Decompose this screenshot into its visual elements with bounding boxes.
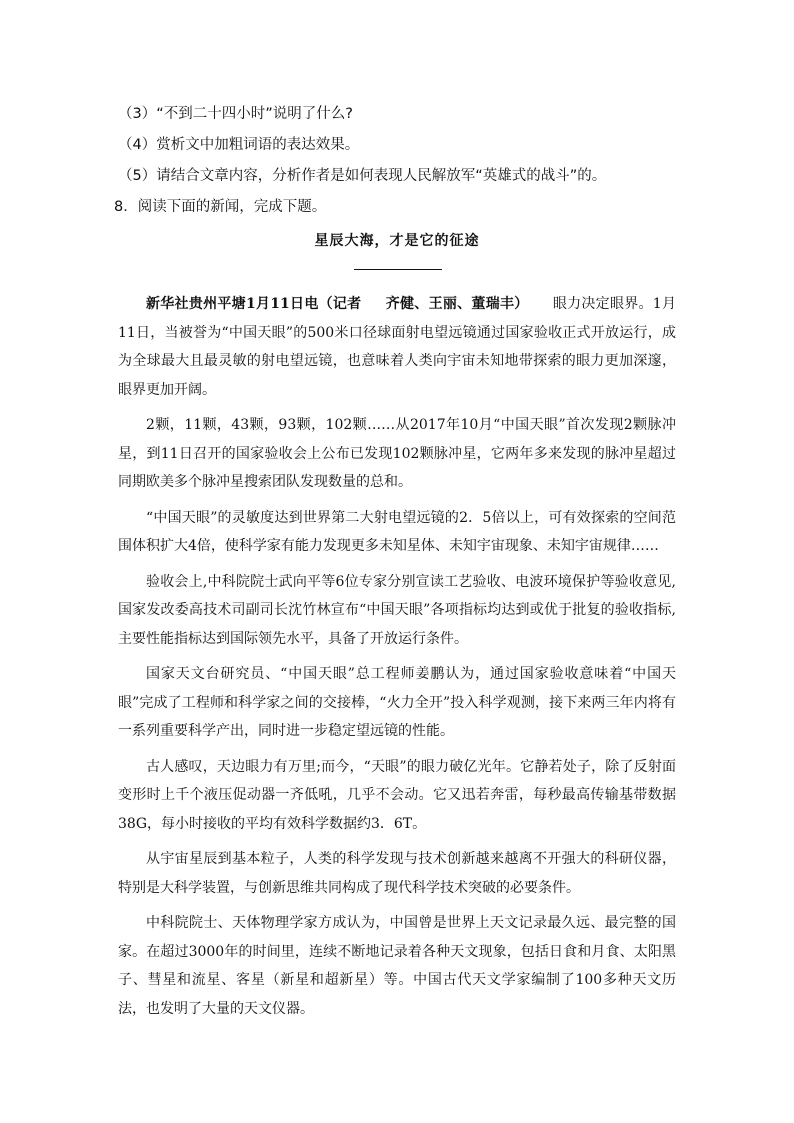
article-body	[118, 290, 676, 1030]
dateline-reporters: 齐健、王丽、董瑞丰）	[385, 296, 529, 312]
question-3: （3）“不到二十四小时”说明了什么?	[118, 106, 353, 122]
article-paragraph-5: 国家天文台研究员、“中国天眼”总工程师姜鹏认为，通过国家验收意味着“中国天眼”完成了工程师和科学家之间的交接棒，“火力全开”投入科学观测，接下来两三年内将有一系列重要科学产出，同时进一步稳定望远镜的性能。	[118, 666, 676, 739]
article-paragraph-8: 中科院院士、天体物理学家方成认为，中国曾是世界上天文记录最久远、最完整的国家。在超过3000年的时间里，连续不断地记录着各种天文现象，包括日食和月食、太阳黑子、彗星和流星、客星（新星和超新星）等。中国古代天文学家编制了100多种天文历法，也发明了大量的天文仪器。	[118, 915, 676, 1017]
article-paragraph-6: 古人感叹，天边眼力有万里;而今，“天眼”的眼力破亿光年。它静若处子，除了反射面变形时上千个液压促动器一齐低吼，几乎不会动。它又迅若奔雷，每秒最高传输基带数据38G，每小时接收的平均有效科学数据约3．6T。	[118, 758, 676, 832]
article-paragraph-1	[118, 290, 676, 404]
article-paragraph-3: “中国天眼”的灵敏度达到世界第二大射电望远镜的2．5倍以上，可有效探索的空间范围体积扩大4倍，使科学家有能力发现更多未知星体、未知宇宙现象、未知宇宙规律……	[118, 509, 676, 554]
paragraph-1-text: 眼力决定眼界。1月11日，当被誉为“中国天眼”的500米口径球面射电望远镜通过国家验收正式开放运行，成为全球最大且最灵敏的射电望远镜，也意味着人类向宇宙未知地带探索的眼力更加深邃，眼界更加开阔。	[118, 296, 676, 398]
question-4: （4）赏析文中加粗词语的表达效果。	[118, 137, 360, 153]
title-underline-blank	[354, 269, 442, 270]
question-8: 8．阅读下面的新闻，完成下题。	[114, 199, 327, 215]
article-title: 星辰大海，才是它的征途	[314, 233, 480, 249]
article-paragraph-7: 从宇宙星辰到基本粒子，人类的科学发现与技术创新越来越离不开强大的科研仪器，特别是大科学装置，与创新思维共同构成了现代科学技术突破的必要条件。	[118, 851, 676, 896]
article-paragraph-4: 验收会上,中科院院士武向平等6位专家分别宣读工艺验收、电波环境保护等验收意见,国家发改委高技术司副司长沈竹林宣布“中国天眼”各项指标均达到或优于批复的验收指标,主要性能指标达到国际领先水平，具备了开放运行条件。	[118, 573, 676, 647]
question-5: （5）请结合文章内容，分析作者是如何表现人民解放军“英雄式的战斗”的。	[118, 168, 607, 184]
dateline-agency: 新华社贵州平塘1月11日电（记者	[146, 296, 362, 312]
article-paragraph-2: 2颗，11颗，43颗，93颗，102颗……从2017年10月“中国天眼”首次发现2颗脉冲星，到11日召开的国家验收会上公布已发现102颗脉冲星，它两年多来发现的脉冲星超过同期欧美多个脉冲星搜索团队发现数量的总和。	[118, 417, 676, 490]
